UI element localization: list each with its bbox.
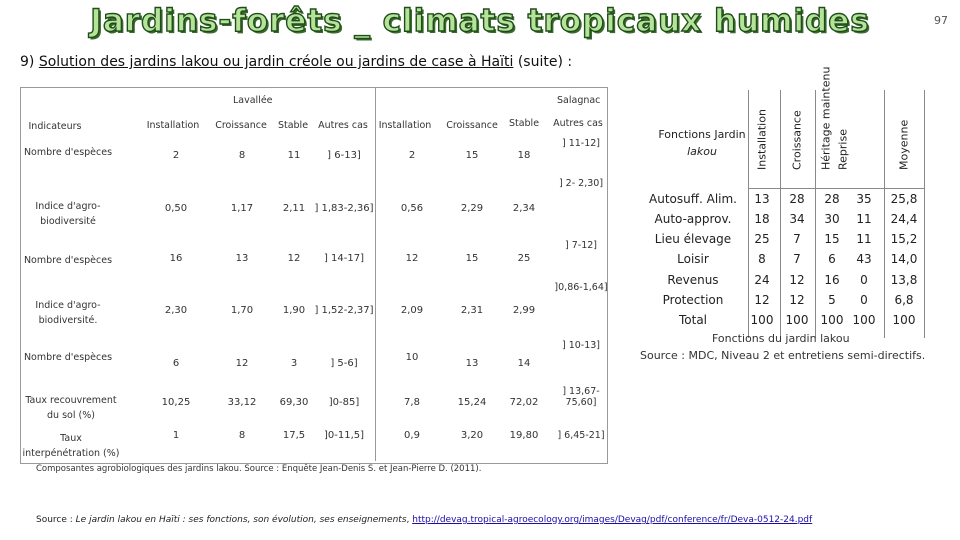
- column-header: Autres cas: [318, 120, 368, 131]
- table-cell: ] 13,67-75,60]: [562, 386, 600, 408]
- function-value: 100: [750, 313, 774, 327]
- table-cell: 12: [287, 253, 301, 264]
- function-value: 28: [824, 192, 840, 206]
- function-value: 100: [785, 313, 809, 327]
- table-cell: 72,02: [509, 397, 539, 408]
- function-value: 0: [860, 293, 868, 307]
- table-cell: 15: [465, 150, 479, 161]
- source-title: Le jardin lakou en Haïti : ses fonctions, son évolution, ses enseignements: [75, 515, 407, 525]
- table-cell: 1: [172, 430, 180, 441]
- table-cell: 0,9: [404, 430, 420, 441]
- table-cell: 2,29: [460, 203, 484, 214]
- table-cell: ] 11-12]: [561, 138, 601, 149]
- subtitle-underlined: Solution des jardins lakou ou jardin créole ou jardins de case à Haïti: [38, 54, 514, 70]
- page-title: Jardins-forêts _ climats tropicaux humides: [90, 3, 870, 39]
- function-value: 15: [824, 232, 840, 246]
- column-header: Croissance: [446, 120, 498, 131]
- functions-header-line2: lakou: [687, 145, 717, 158]
- grid-line: [780, 90, 781, 338]
- function-value: 24,4: [890, 212, 918, 226]
- source-prefix: Source :: [36, 515, 76, 525]
- function-label: Auto-approv.: [654, 212, 732, 226]
- function-value: 13,8: [890, 273, 918, 287]
- table-cell: 17,5: [282, 430, 306, 441]
- table-cell: 19,80: [509, 430, 539, 441]
- table-cell: 12: [405, 253, 419, 264]
- table-cell: 13: [235, 253, 249, 264]
- rotated-column-header: [747, 88, 777, 174]
- rotated-column-header: [782, 88, 812, 174]
- function-value: 11: [856, 232, 872, 246]
- table-cell: ] 6-13]: [327, 150, 361, 161]
- location-salagnac: Salagnac: [557, 95, 601, 106]
- function-value: 14,0: [890, 252, 918, 266]
- table-cell: 25: [517, 253, 531, 264]
- function-value: 5: [828, 293, 836, 307]
- table-cell: 33,12: [227, 397, 257, 408]
- table-cell: 2,09: [400, 305, 424, 316]
- row-label: Taux interpénétration (%): [22, 433, 120, 459]
- table-cell: 1,90: [282, 305, 306, 316]
- rotated-header-text: Croissance: [790, 110, 804, 170]
- function-value: 12: [789, 273, 805, 287]
- function-label: Total: [678, 313, 708, 327]
- subtitle-suffix: (suite) :: [513, 54, 573, 70]
- function-label: Autosuff. Alim.: [649, 192, 737, 206]
- function-label: Protection: [662, 293, 724, 307]
- function-value: 7: [793, 252, 801, 266]
- table-cell: 2,31: [460, 305, 484, 316]
- table-cell: 7,8: [404, 397, 420, 408]
- function-value: 30: [824, 212, 840, 226]
- row-label: Indice d'agro-biodiversité: [35, 201, 101, 227]
- function-label: Revenus: [667, 273, 719, 287]
- column-header: Stable: [508, 118, 540, 129]
- function-value: 100: [820, 313, 844, 327]
- table-cell: ]0,86-1,64]: [554, 282, 608, 293]
- location-lavallee: Lavallée: [233, 95, 273, 106]
- function-value: 12: [789, 293, 805, 307]
- row-label: Nombre d'espèces: [23, 147, 113, 158]
- source-sep: ,: [406, 515, 413, 525]
- table-cell: 15,24: [457, 397, 487, 408]
- functions-header-line1: Fonctions Jardin: [658, 128, 746, 141]
- table-cell: 15: [465, 253, 479, 264]
- table-cell: 3,20: [460, 430, 484, 441]
- table-cell: 6: [172, 358, 180, 369]
- column-header: Stable: [277, 120, 309, 131]
- agrobiology-table: [20, 87, 608, 464]
- table-cell: ] 10-13]: [561, 340, 601, 351]
- column-header: Croissance: [215, 120, 267, 131]
- table-cell: 18: [517, 150, 531, 161]
- table-cell: 10: [405, 352, 419, 363]
- grid-line: [815, 90, 816, 338]
- table-cell: 3: [290, 358, 298, 369]
- function-value: 13: [754, 192, 770, 206]
- rotated-column-header: [889, 88, 919, 174]
- function-value: 100: [892, 313, 916, 327]
- right-table-source: Source : MDC, Niveau 2 et entretiens semi-directifs.: [640, 349, 926, 362]
- table-cell: 2,34: [512, 203, 536, 214]
- function-value: 18: [754, 212, 770, 226]
- function-value: 43: [856, 252, 872, 266]
- table-cell: ] 14-17]: [323, 253, 365, 264]
- table-cell: 1,17: [230, 203, 254, 214]
- page-number: 97: [934, 14, 948, 27]
- rotated-header-text: Moyenne: [897, 119, 911, 170]
- row-label: Taux recouvrement du sol (%): [25, 395, 117, 421]
- row-label: Indice d'agro-biodiversité.: [35, 300, 101, 326]
- table-cell: ] 7-12]: [565, 240, 597, 251]
- section-subtitle: [20, 54, 572, 70]
- table-cell: 2,11: [282, 203, 306, 214]
- function-label: Loisir: [677, 252, 709, 266]
- function-value: 35: [856, 192, 872, 206]
- rotated-header-text: Installation: [755, 109, 769, 170]
- function-value: 6,8: [894, 293, 914, 307]
- column-header: Installation: [378, 120, 432, 131]
- table-cell: 8: [238, 150, 246, 161]
- indicators-header: Indicateurs: [28, 121, 82, 132]
- table-cell: ]0-85]: [328, 397, 360, 408]
- function-value: 12: [754, 293, 770, 307]
- table-cell: ] 1,83-2,36]: [314, 203, 374, 214]
- subtitle-prefix: 9): [20, 54, 39, 70]
- column-header: Installation: [146, 120, 200, 131]
- table-cell: 12: [235, 358, 249, 369]
- table-cell: 14: [517, 358, 531, 369]
- column-header: Autres cas: [553, 118, 603, 129]
- function-value: 8: [758, 252, 766, 266]
- table-cell: ] 6,45-21]: [557, 430, 605, 441]
- source-note: [36, 515, 812, 525]
- rotated-column-header: [828, 88, 858, 174]
- function-value: 15,2: [890, 232, 918, 246]
- left-table-caption: Composantes agrobiologiques des jardins lakou. Source : Enquête Jean-Denis S. et Jean-Pierre D. (2011).: [36, 464, 482, 474]
- right-table-caption: Fonctions du jardin lakou: [712, 332, 850, 345]
- table-cell: 13: [465, 358, 479, 369]
- function-value: 0: [860, 273, 868, 287]
- table-cell: 0,56: [400, 203, 424, 214]
- functions-header: [642, 126, 762, 160]
- table-cell: 1,70: [230, 305, 254, 316]
- table-cell: ] 5-6]: [330, 358, 358, 369]
- function-value: 11: [856, 212, 872, 226]
- function-value: 25,8: [890, 192, 918, 206]
- function-value: 6: [828, 252, 836, 266]
- row-label: Nombre d'espèces: [23, 352, 113, 363]
- table-cell: 0,50: [164, 203, 188, 214]
- function-value: 16: [824, 273, 840, 287]
- table-cell: 2,30: [164, 305, 188, 316]
- table-cell: 2: [408, 150, 416, 161]
- table-cell: 11: [287, 150, 301, 161]
- table-cell: 8: [238, 430, 246, 441]
- function-value: 34: [789, 212, 805, 226]
- grid-line: [748, 188, 924, 189]
- row-label: Nombre d'espèces: [23, 255, 113, 266]
- function-value: 25: [754, 232, 770, 246]
- function-value: 100: [852, 313, 876, 327]
- table-cell: ]0-11,5]: [323, 430, 365, 441]
- table-cell: ] 2- 2,30]: [558, 178, 604, 189]
- function-value: 7: [793, 232, 801, 246]
- rotated-header-text: Reprise: [836, 129, 850, 170]
- table-cell: ] 1,52-2,37]: [314, 305, 374, 316]
- grid-line: [924, 90, 925, 338]
- table-cell: 2: [172, 150, 180, 161]
- table-cell: 69,30: [279, 397, 309, 408]
- source-link[interactable]: http://devag.tropical-agroecology.org/images/Devag/pdf/conference/fr/Deva-0512-24.pdf: [412, 515, 813, 525]
- table-cell: 16: [169, 253, 183, 264]
- rotated-header-text: Héritage maintenu: [819, 66, 833, 170]
- grid-line: [884, 90, 885, 338]
- table-cell: 10,25: [161, 397, 191, 408]
- function-label: Lieu élevage: [654, 232, 732, 246]
- table-cell: 2,99: [512, 305, 536, 316]
- function-value: 24: [754, 273, 770, 287]
- function-value: 28: [789, 192, 805, 206]
